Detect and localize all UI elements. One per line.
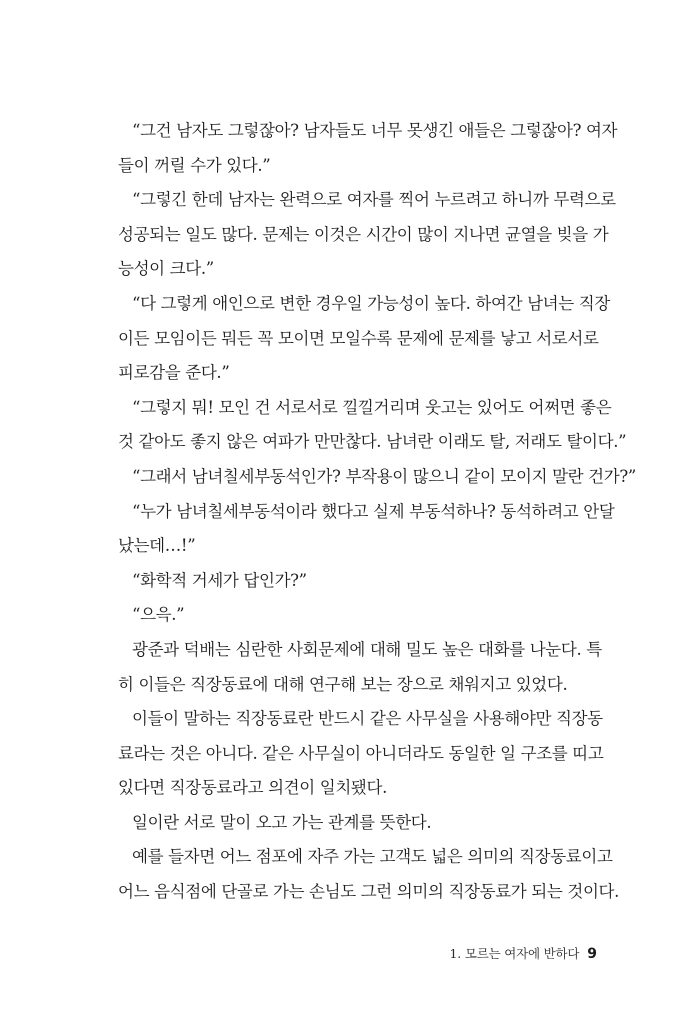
- text-line: “그건 남자도 그렇잖아? 남자들도 너무 못생긴 애들은 그렇잖아? 여자: [132, 121, 618, 140]
- text-line: 들이 꺼릴 수가 있다.”: [118, 155, 271, 175]
- text-line: 일이란 서로 말이 오고 가는 관계를 뜻한다.: [132, 812, 432, 832]
- text-line: 성공되는 일도 많다. 문제는 이것은 시간이 많이 지나면 균열을 빚을 가: [118, 224, 609, 244]
- text-line: 것 같아도 좋지 않은 여파가 만만찮다. 남녀란 이래도 탈, 저래도 탈이다.”: [118, 432, 627, 452]
- text-line: 있다면 직장동료라고 의견이 일치됐다.: [118, 778, 388, 798]
- text-line: “으윽.”: [132, 605, 185, 625]
- text-line: 어느 음식점에 단골로 가는 손님도 그런 의미의 직장동료가 되는 것이다.: [118, 882, 620, 902]
- text-line: 료라는 것은 아니다. 같은 사무실이 아니더라도 동일한 일 구조를 띠고: [118, 743, 604, 763]
- text-line: “누가 남녀칠세부동석이라 했다고 실제 부동석하나? 동석하려고 안달: [132, 501, 615, 521]
- text-line: “그래서 남녀칠세부동석인가? 부작용이 많으니 같이 모이지 말란 건가?”: [132, 466, 636, 486]
- text-line: 예를 들자면 어느 점포에 자주 가는 고객도 넓은 의미의 직장동료이고: [132, 847, 613, 867]
- page-footer: [450, 943, 597, 962]
- page-number: 9: [587, 946, 597, 962]
- text-line: 이들이 말하는 직장동료란 반드시 같은 사무실을 사용해야만 직장동: [132, 709, 603, 729]
- text-line: 광준과 덕배는 심란한 사회문제에 대해 밀도 높은 대화를 나눈다. 특: [132, 639, 602, 659]
- text-line: 피로감을 준다.”: [118, 363, 230, 383]
- chapter-title: 1. 모르는 여자에 반하다: [449, 946, 580, 961]
- text-line: “화학적 거세가 답인가?”: [132, 570, 307, 590]
- body-text: [118, 114, 636, 910]
- text-line: 히 이들은 직장동료에 대해 연구해 보는 장으로 채워지고 있었다.: [118, 674, 568, 694]
- text-line: “그렇긴 한데 남자는 완력으로 여자를 찍어 누르려고 하니까 무력으로: [132, 190, 616, 210]
- text-line: “그렇지 뭐! 모인 건 서로서로 낄낄거리며 웃고는 있어도 어쩌면 좋은: [132, 397, 612, 417]
- text-line: 이든 모임이든 뭐든 꼭 모이면 모일수록 문제에 문제를 낳고 서로서로: [118, 328, 599, 348]
- text-line: “다 그렇게 애인으로 변한 경우일 가능성이 높다. 하여간 남녀는 직장: [132, 293, 610, 313]
- text-line: 났는데…!”: [118, 536, 196, 556]
- text-line: 능성이 크다.”: [118, 259, 214, 279]
